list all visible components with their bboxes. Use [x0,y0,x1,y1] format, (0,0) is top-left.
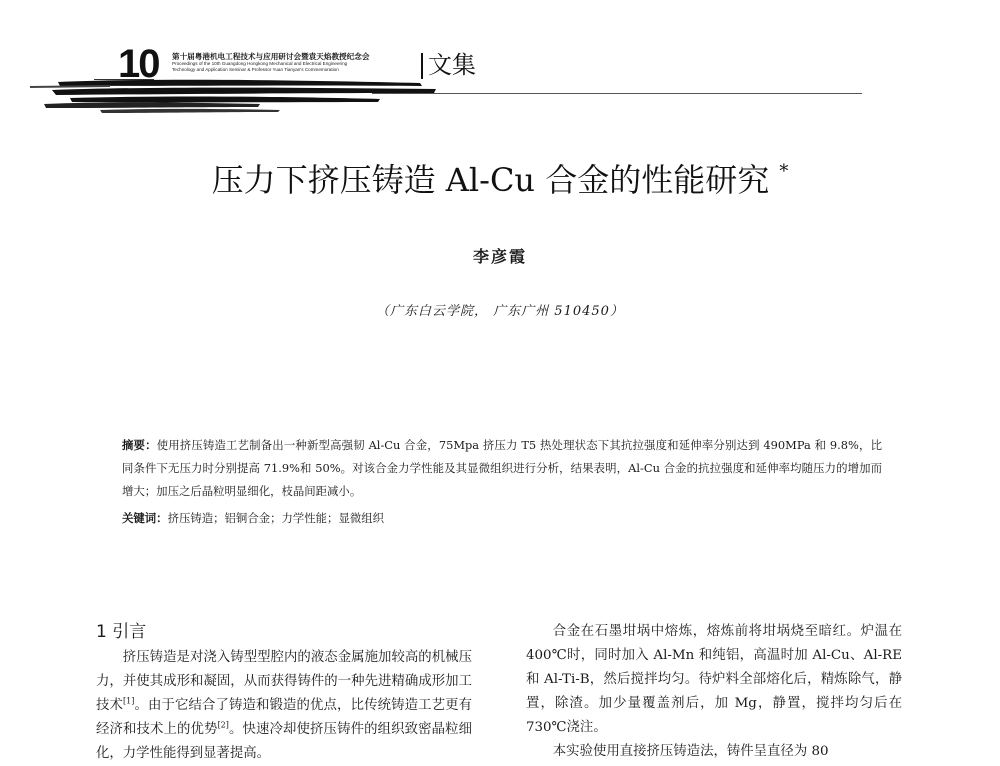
left-column [96,620,472,766]
header-separator [421,53,423,79]
header-rule [372,93,862,94]
citation-1: [1] [123,696,135,706]
smelting-paragraph: 合金在石墨坩埚中熔炼，熔炼前将坩埚烧至暗红。炉温在 400℃时，同时加入 Al-Mn 和纯铝，高温时加 Al-Cu、Al-RE 和 Al-Ti-B，然后搅拌均匀。待炉料全部熔化后，精炼除气，静置，除渣。加少量覆盖剂后，加 Mg，静置，搅拌均匀后在 730℃浇注。 [526,624,902,735]
proceedings-title-en-2: Technology and Application Seminar & Professor Yuan Tianyan's Commemoration [172,67,339,72]
method-paragraph: 本实验使用直接挤压铸造法，铸件呈直径为 80 [552,744,829,759]
abstract-label: 摘要： [122,438,157,452]
paper-title-text: 压力下挤压铸造 Al-Cu 合金的性能研究 [211,161,770,199]
section-heading-introduction: 1 引言 [96,622,147,642]
intro-text-2: 。由于它结合了铸造和锻造的优点，比传统铸造工艺更有经济和技术上的优势 [96,698,473,737]
citation-2: [2] [217,720,229,730]
keywords-label: 关键词： [122,511,168,525]
right-column [526,620,902,764]
edition-number: 10 [118,42,159,86]
abstract [122,434,882,503]
abstract-text: 使用挤压铸造工艺制备出一种新型高强韧 Al-Cu 合金，75Mpa 挤压力 T5 热处理状态下其抗拉强度和延伸率分别达到 490MPa 和 9.8%，比同条件下无压力时分别提高 71.9%和 50%。对该合金力学性能及其显微组织进行分析，结果表明，Al-Cu 合金的抗拉强度和延伸率均随压力的增加而增大；加压之后晶粒明显细化，枝晶间距减小。 [122,438,882,498]
intro-paragraph [96,646,472,766]
proceedings-header [0,0,1000,130]
author-affiliation: （广东白云学院， 广东广州 510450） [376,304,624,319]
author-name: 李彦霞 [472,247,527,266]
intro-text-1: 挤压铸造是对浇入铸型型腔内的液态金属施加较高的机械压力，并使其成形和凝固，从而获得铸件的一种先进精确成形加工技术 [96,650,472,713]
keywords-text: 挤压铸造；铝铜合金；力学性能；显微组织 [167,511,385,525]
title-footnote-mark: * [779,161,789,182]
paper-title [0,160,1000,206]
proceedings-title-en-1: Proceedings of the 10th Guangdong Hongkong Mechanical and Electrical Engineering [172,61,348,66]
proceedings-title [172,52,422,73]
collection-label: 文集 [428,51,476,79]
keywords [122,507,882,530]
intro-text-3: 。快速冷却使挤压铸件的组织致密晶粒细化，力学性能得到显著提高。 [96,722,473,761]
proceedings-title-cn: 第十届粤港机电工程技术与应用研讨会暨袁天焰教授纪念会 [172,52,370,61]
